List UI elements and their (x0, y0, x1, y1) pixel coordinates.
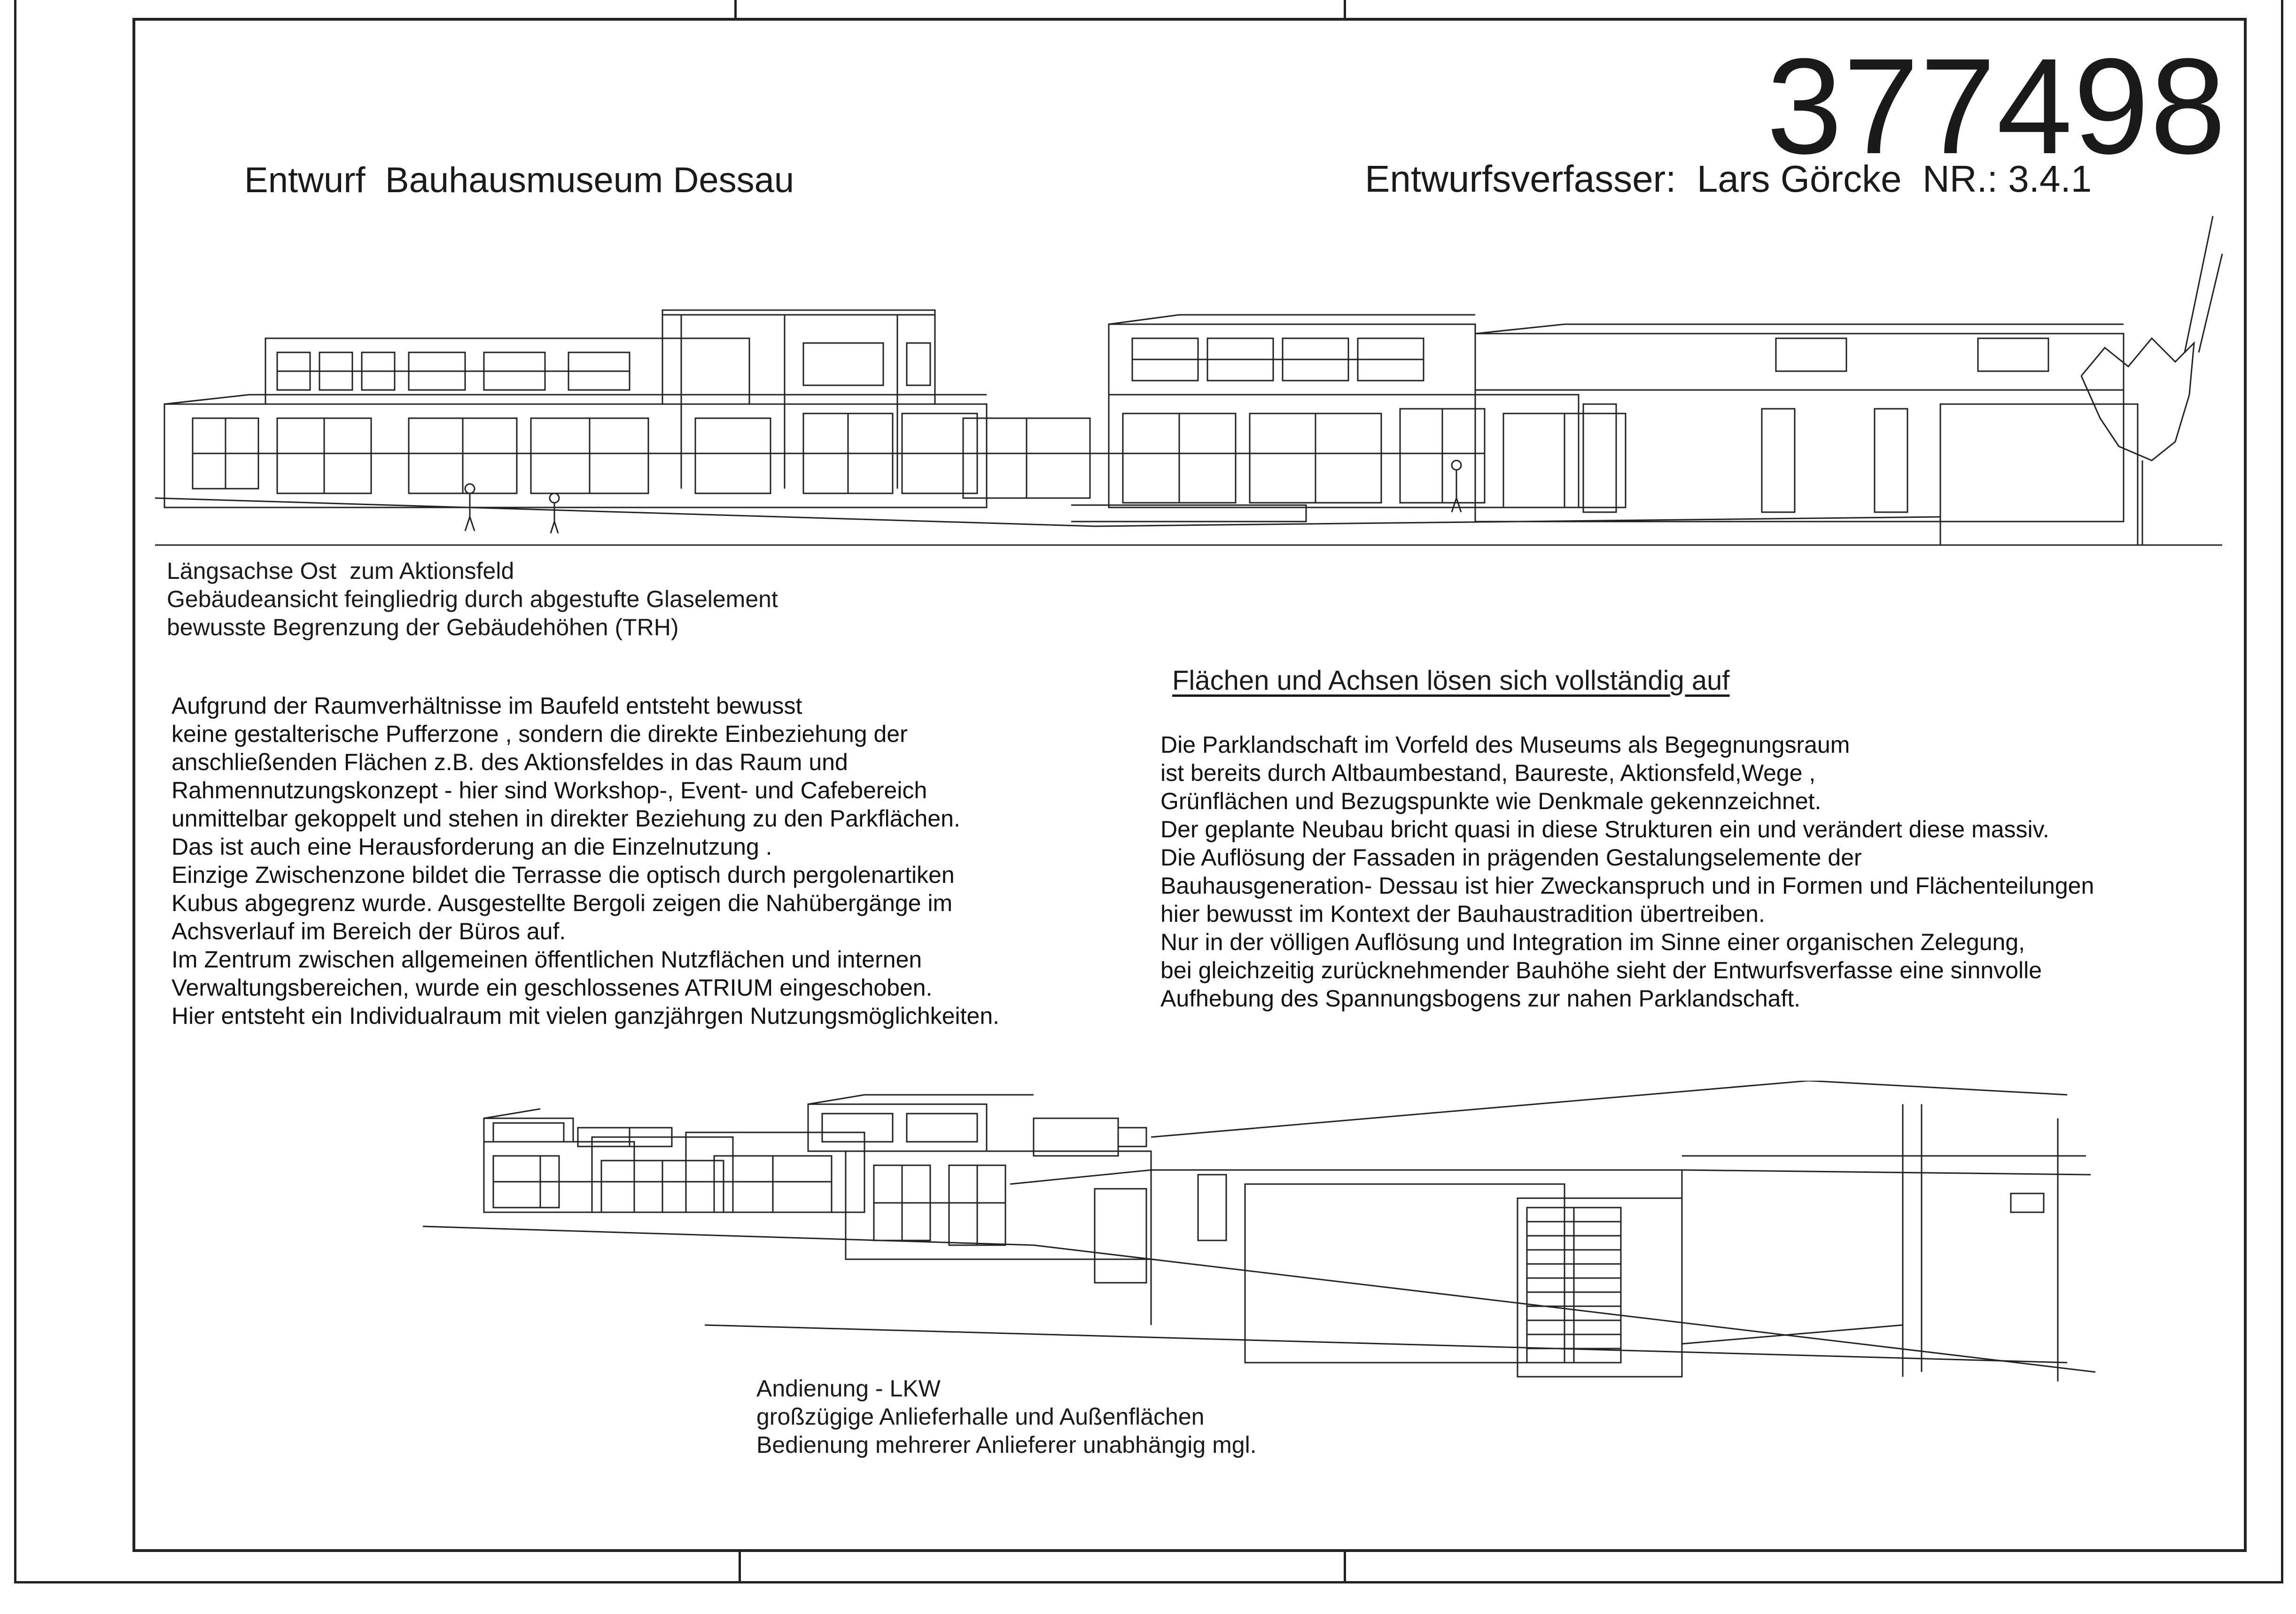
left-text-line: Einzige Zwischenzone bildet die Terrasse die optisch durch pergolenartiken (171, 862, 955, 888)
left-text-line: Achsverlauf im Bereich der Büros auf. (171, 918, 566, 944)
frame-tick (734, 0, 737, 19)
right-text-line: Bauhausgeneration- Dessau ist hier Zweckanspruch und in Formen und Flächenteilungen (1160, 873, 2094, 899)
frame-tick (1344, 0, 1346, 19)
right-text-line: Nur in der völligen Auflösung und Integration im Sinne einer organischen Zelegung, (1160, 929, 2025, 955)
right-text-line: Der geplante Neubau bricht quasi in diese Strukturen ein und verändert diese massiv. (1160, 816, 2049, 842)
left-text-line: Rahmennutzungskonzept - hier sind Workshop-, Event- und Cafebereich (171, 777, 927, 803)
bottom-view-caption-line: Bedienung mehrerer Anlieferer unabhängig mgl. (756, 1432, 1257, 1458)
left-text-line: unmittelbar gekoppelt und stehen in direkter Beziehung zu den Parkflächen. (171, 805, 960, 832)
east-elevation-drawing (155, 197, 2232, 583)
right-text-line: Die Parklandschaft im Vorfeld des Museums als Begegnungsraum (1160, 732, 1850, 758)
top-view-caption-line: Längsachse Ost zum Aktionsfeld (167, 558, 514, 584)
top-view-caption-line: Gebäudeansicht feingliedrig durch abgestufte Glaselement (167, 586, 778, 612)
top-view-caption-line: bewusste Begrenzung der Gebäudehöhen (TRH) (167, 614, 679, 640)
left-text-line: keine gestalterische Pufferzone , sondern die direkte Einbeziehung der (171, 721, 908, 747)
bottom-view-caption-line: großzügige Anlieferhalle und Außenflächen (756, 1403, 1205, 1430)
left-text-line: Das ist auch eine Herausforderung an die Einzelnutzung . (171, 834, 772, 860)
author-line: Entwurfsverfasser: Lars Görcke NR.: 3.4.1 (1365, 158, 2092, 200)
bottom-view-caption-line: Andienung - LKW (756, 1375, 941, 1402)
sheet-number: 377498 (1767, 30, 2227, 182)
right-text-line: Aufhebung des Spannungsbogens zur nahen Parklandschaft. (1160, 985, 1801, 1012)
right-text-line: hier bewusst im Kontext der Bauhaustradition übertreiben. (1160, 901, 1765, 927)
right-section-heading: Flächen und Achsen lösen sich vollständig auf (1172, 665, 1730, 696)
delivery-view-drawing (423, 1081, 2114, 1391)
right-text-line: Grünflächen und Bezugspunkte wie Denkmale gekennzeichnet. (1160, 788, 1821, 814)
left-text-line: anschließenden Flächen z.B. des Aktionsfeldes in das Raum und (171, 749, 848, 775)
left-text-line: Hier entsteht ein Individualraum mit vielen ganzjährgen Nutzungsmöglichkeiten. (171, 1003, 1000, 1029)
right-text-line: bei gleichzeitig zurücknehmender Bauhöhe sieht der Entwurfsverfasse eine sinnvolle (1160, 957, 2042, 983)
left-text-line: Aufgrund der Raumverhältnisse im Baufeld entsteht bewusst (171, 693, 802, 719)
left-text-line: Im Zentrum zwischen allgemeinen öffentlichen Nutzflächen und internen (171, 946, 922, 973)
frame-tick (1344, 1552, 1346, 1583)
sheet-title: Entwurf Bauhausmuseum Dessau (244, 160, 794, 200)
left-text-line: Verwaltungsbereichen, wurde ein geschlossenes ATRIUM eingeschoben. (171, 975, 933, 1001)
left-text-line: Kubus abgegrenz wurde. Ausgestellte Bergoli zeigen die Nahübergänge im (171, 890, 953, 916)
left-text-block (171, 692, 999, 1030)
right-text-line: Die Auflösung der Fassaden in prägenden Gestalungselemente der (1160, 844, 1862, 871)
frame-tick (739, 1552, 741, 1583)
right-text-block (1160, 731, 2094, 1013)
right-text-line: ist bereits durch Altbaumbestand, Baureste, Aktionsfeld,Wege , (1160, 760, 1816, 786)
